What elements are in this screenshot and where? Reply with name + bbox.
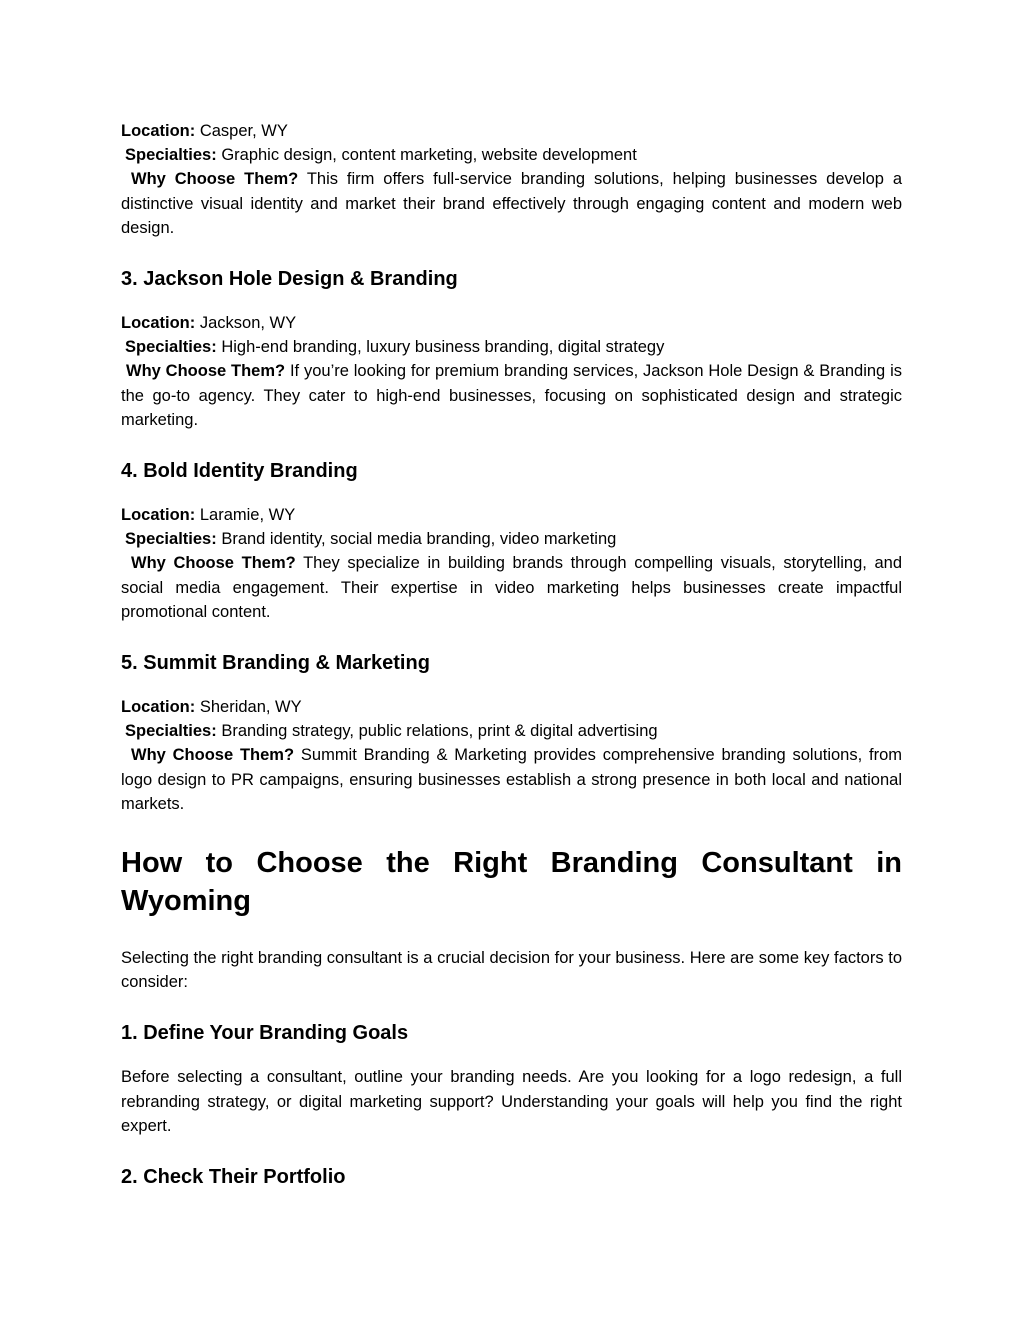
specialties-value: Brand identity, social media branding, video marketing xyxy=(221,530,617,549)
why-label: Why Choose Them? xyxy=(131,554,296,573)
location-value: Jackson, WY xyxy=(199,314,297,333)
why-text: They specialize in building brands through compelling visuals, storytelling, and social media engagement. Their expertise in video marketing helps businesses create impactful promotional content. xyxy=(121,554,903,621)
location-line xyxy=(121,503,902,527)
specialties-label: Specialties: xyxy=(125,530,217,549)
why-label: Why Choose Them? xyxy=(131,746,295,765)
consultant-entry-5 xyxy=(121,649,902,816)
specialties-value: Graphic design, content marketing, website development xyxy=(221,146,637,165)
location-value: Laramie, WY xyxy=(199,506,296,525)
step-1-paragraph: Before selecting a consultant, outline your branding needs. Are you looking for a logo redesign, a full rebranding strategy, or digital marketing support? Understanding your goals will help you find the right expert. xyxy=(121,1068,902,1135)
consultant-entry-4 xyxy=(121,457,902,624)
why-paragraph xyxy=(121,551,902,624)
location-label: Location: xyxy=(121,314,196,333)
specialties-label: Specialties: xyxy=(125,722,217,741)
location-value: Casper, WY xyxy=(199,122,288,140)
entry-heading: 5. Summit Branding & Marketing xyxy=(121,652,430,675)
step-1-heading: 1. Define Your Branding Goals xyxy=(121,1022,409,1045)
specialties-line xyxy=(121,143,902,167)
location-line xyxy=(121,119,902,143)
specialties-line xyxy=(121,719,902,743)
how-to-choose-section xyxy=(121,844,902,1191)
location-value: Sheridan, WY xyxy=(199,698,302,717)
why-paragraph xyxy=(121,167,902,240)
why-label: Why Choose Them? xyxy=(126,362,286,381)
document-page xyxy=(121,119,902,1191)
entry-heading: 3. Jackson Hole Design & Branding xyxy=(121,268,458,291)
location-line xyxy=(121,695,902,719)
location-label: Location: xyxy=(121,122,196,140)
location-label: Location: xyxy=(121,506,196,525)
intro-paragraph: Selecting the right branding consultant is a crucial decision for your business. Here are some key factors to consider: xyxy=(121,949,902,992)
why-text: If you’re looking for premium branding services, Jackson Hole Design & Branding is the go-to agency. They cater to high-end businesses, focusing on sophisticated design and strategic marketing. xyxy=(121,362,902,429)
consultant-entry-2 xyxy=(121,119,902,240)
why-label: Why Choose Them? xyxy=(131,170,299,189)
specialties-value: High-end branding, luxury business branding, digital strategy xyxy=(221,338,665,357)
consultant-entry-3 xyxy=(121,265,902,432)
location-line xyxy=(121,311,902,335)
step-2-heading: 2. Check Their Portfolio xyxy=(121,1166,346,1189)
specialties-line xyxy=(121,335,902,359)
why-text: Summit Branding & Marketing provides comprehensive branding solutions, from logo design to PR campaigns, ensuring businesses establish a strong presence in both local and national markets. xyxy=(121,746,903,813)
specialties-label: Specialties: xyxy=(125,146,217,165)
why-paragraph xyxy=(121,359,902,432)
section-heading: How to Choose the Right Branding Consultant in Wyoming xyxy=(121,847,902,918)
why-paragraph xyxy=(121,743,902,816)
specialties-value: Branding strategy, public relations, print & digital advertising xyxy=(221,722,658,741)
specialties-label: Specialties: xyxy=(125,338,217,357)
specialties-line xyxy=(121,527,902,551)
location-label: Location: xyxy=(121,698,196,717)
why-text: This firm offers full-service branding solutions, helping businesses develop a distinctive visual identity and market their brand effectively through engaging content and modern web design. xyxy=(121,170,903,237)
entry-heading: 4. Bold Identity Branding xyxy=(121,460,358,483)
